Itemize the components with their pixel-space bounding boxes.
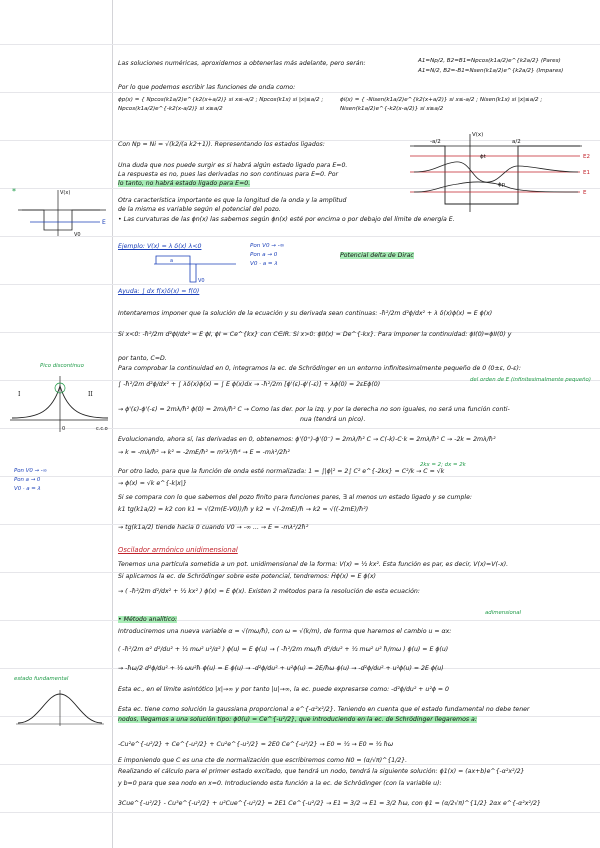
margin-vx-label: V(x) [60, 190, 71, 196]
fig-pp-label: ϕp [498, 182, 506, 188]
text-line: Realizando el cálculo para el primer estado excitado, que tendrá un nodo, tendrá la siguiente solución: ϕ1(x) = (ax+b)e^{-α²x²/2} [118, 768, 525, 775]
text-line: Introduciremos una nueva variable α = √(mω/ħ), con ω = √(k/m), de forma que haremos el cambio u = αx: [118, 628, 452, 635]
text-line: Con Np = Ni = √(k2/(a k2+1)). Representando los estados ligados: [118, 141, 325, 148]
text-line: de la misma es variable según el potencial del pozo. [118, 206, 281, 213]
text-line: Tenemos una partícula sometida a un pot. unidimensional de la forma: V(x) = ½ kx². Esta función es par, es decir, V(x)=V(-x). [118, 561, 509, 568]
text-line: Las soluciones numéricas, aproxidemos a obtenerlas más adelante, pero serán: [118, 60, 366, 67]
text-line: → ( -ħ²/2m d²/dx² + ½ kx² ) ϕ(x) = E ϕ(x). Existen 2 métodos para la resolución de esta ecuación: [118, 588, 420, 595]
fig-ma2-label: -a/2 [430, 139, 441, 145]
margin-limit: Pon a → 0 [14, 477, 41, 483]
k2-note: 2kx = 2; dx = 2k [420, 462, 466, 468]
text-line: Evolucionando, ahora sí, las derivadas en 0, obtenemos: ϕ'(0⁺)-ϕ'(0⁻) = 2mλ/ħ² C → C(-k)-C·k = 2mλ/ħ² C → -2k = 2mλ/ħ² [118, 436, 496, 443]
text-line [118, 449, 290, 457]
axis-label: c.c.o [96, 426, 108, 432]
fundamental-note: estado fundamental [14, 676, 69, 682]
fig-vx-label: V(x) [472, 132, 484, 138]
text-line: nua (tendrá un pico). [300, 416, 366, 423]
method-title: • Método analítico: [118, 616, 178, 623]
region-ii-label: II [88, 391, 93, 398]
ruled-line [0, 284, 600, 285]
ruled-line [0, 92, 600, 93]
text-line: E imponiendo que C es una cte de normalización que escribiremos como N0 = (α/√π)^{1/2}. [118, 757, 408, 764]
text-line: → ϕ(x) = √k e^{-k|x|} [118, 480, 187, 487]
text-line: Si x<0: -ħ²/2m d²ϕI/dx² = E ϕI, ϕI = Ce^{kx} con C∈IR. Si x>0: ϕII(x) = De^{-kx}. Para imponer la continuidad: ϕI(0)=ϕII(0) y [118, 331, 512, 338]
text-line: → -ħω/2 d²ϕ/du² + ½ ωu²ħ ϕ(u) = E ϕ(u) → -d²ϕ/du² + u²ϕ(u) = 2E/ħω ϕ(u) → -d²ϕ/du² + u²ϕ(u) = 2E ϕ(u) [118, 665, 444, 672]
ruled-line [0, 620, 600, 621]
text-line: Esta ec. tiene como solución la gaussiana proporcional a e^{-α²x²/2}. Teniendo en cuenta que el estado fundamental no debe tener [118, 706, 530, 713]
star-icon: * [12, 187, 16, 196]
order-note: del orden de E (infinitesimalmente pequeño) [470, 377, 591, 383]
finite-well-figure [400, 128, 590, 214]
text-line: → ϕ'(ε)-ϕ'(-ε) = 2mλ/ħ² ϕ(0) = 2mλ/ħ² C → Como las der. por la izq. y por la derecha no son iguales, no será una función conti- [118, 406, 510, 413]
text-line [118, 243, 201, 251]
fig-eps-label: E [583, 190, 587, 196]
delta-dirac-title: Potencial delta de Dirac [340, 252, 414, 259]
section-title [118, 546, 238, 554]
text-line: Si aplicamos la ec. de Schrödinger sobre este potencial, tendremos: Ĥϕ(x) = E ϕ(x) [118, 573, 376, 580]
fig-a2-label: a/2 [512, 139, 521, 145]
highlight-nodos: nodos, llegamos a una solución tipo: ϕ0(u) = Ce^{-u²/2}, que introduciendo en la ec. de Schrödinger llegaremos a: [118, 716, 477, 723]
limit-note: V0 · a = λ [250, 261, 278, 267]
text-line: • Las curvaturas de las ϕn(x) las sabemos según ϕn(x) esté por encima o por debajo del límite de energía E. [118, 216, 455, 223]
text-line: Esta ec., en el límite asintótico |x|→∞ y por tanto |u|→∞, la ec. puede expresarse como: -d²ϕ/du² + u²ϕ = 0 [118, 686, 449, 693]
text-line [118, 616, 177, 624]
example-label: Ejemplo: V(x) = λ δ(x) λ<0 [118, 243, 202, 250]
text-line: Si se compara con lo que sabemos del pozo finito para funciones pares, ∃ al menos un estado ligado y se cumple: [118, 494, 472, 501]
limit-note: Pon V0 → -∞ [250, 243, 285, 249]
margin-e-label: E [102, 219, 106, 226]
oscillator-title: Oscilador armónico unidimensional [118, 546, 238, 554]
margin-limit: V0 · a = λ [14, 486, 41, 492]
fig-pt-label: ϕt [480, 154, 486, 160]
help-label: Ayuda: ∫ dx f(x)δ(x) = f(0) [118, 288, 200, 295]
section-tag [340, 252, 414, 260]
text-line: -Cu²e^{-u²/2} + Ce^{-u²/2} + Cu²e^{-u²/2} = 2E0 Ce^{-u²/2} → E0 = ½ → E0 = ½ ħω [118, 741, 394, 748]
delta-v0-label: V0 [198, 278, 205, 284]
margin-well-sketch [10, 186, 110, 244]
text-line [118, 180, 250, 188]
result-line: → k = -mλ/ħ² → k² = -2mE/ħ² = m²λ²/ħ⁴ → E = -mλ²/2ħ² [118, 449, 290, 456]
text-line: Por otro lado, para que la función de onda esté normalizada: 1 = ∫|ϕ|² = 2∫ C² e^{-2kx} = C²/k → C = √k [118, 468, 445, 475]
ruled-line [0, 44, 600, 45]
text-line [118, 288, 199, 296]
text-line: Otra característica importante es que la longitud de la onda y la amplitud [118, 197, 347, 204]
text-line: k1 tg(k1a/2) = k2 con k1 = √(2m(E-V0))/ħ y k2 = √(-2mE)/ħ → k2 = √((-2mE)/ħ²) [118, 506, 369, 513]
text-line: A1=N/2, B2=-B1=Nsen(k1a/2)e^{k2a/2} (Impares) [418, 68, 564, 74]
delta-well-sketch [150, 252, 240, 288]
ruled-line [0, 476, 600, 477]
text-line: y b=0 para que sea nodo en x=0. Introduciendo esta función a la ec. de Schrödinger (con la variable u): [118, 780, 442, 787]
text-line: Por lo que podemos escribir las funciones de onda como: [118, 84, 296, 91]
highlight-no-ligado: lo tanto, no habrá estado ligado para E=0. [118, 180, 251, 187]
adimensional-note: adimensional [485, 610, 522, 616]
text-line: Una duda que nos puede surgir es si habrá algún estado ligado para E=0. [118, 162, 348, 169]
text-line: 3Cue^{-u²/2} - Cu³e^{-u²/2} + u²Cue^{-u²/2} = 2E1 Ce^{-u²/2} → E1 = 3/2 → E1 = 3/2 ħω, con ϕ1 = (α/2√π)^{1/2} 2αx e^{-α²x²/2} [118, 800, 541, 807]
delta-a-label: a [170, 258, 174, 264]
phi-i-definition [340, 96, 580, 114]
margin-line [112, 0, 113, 848]
phi-p-definition [118, 96, 338, 114]
text-line: ∫ -ħ²/2m d²ϕ/dx² + ∫ λδ(x)ϕ(x) = ∫ E ϕ(x)dx → -ħ²/2m [ϕ'(ε)-ϕ'(-ε)] + λϕ(0) = 2εEϕ(0) [118, 381, 381, 388]
margin-v0-label: V0 [74, 232, 81, 238]
phi-p-text: ϕp(x) = { Npcos(k1a/2)e^{k2(x+a/2)} si x≤-a/2 ; Npcos(k1x) si |x|≤a/2 ; Npcos(k1a/2)e^{-k2(x-a/2)} si x≥a/2 [118, 97, 324, 112]
text-line: ( -ħ²/2m α² d²/du² + ½ mω² u²/α² ) ϕ(u) = E ϕ(u) → ( -ħ²/2m mω/ħ d²/du² + ½ mω² u² ħ/mω ) ϕ(u) = E ϕ(u) [118, 646, 449, 653]
gaussian-sketch [14, 688, 106, 728]
text-line: por tanto, C=D. [118, 355, 167, 362]
text-line: Para comprobar la continuidad en 0, integramos la ec. de Schrödinger en un entorno infinitesimalmente pequeño de 0 (0±ε, 0-ε): [118, 365, 521, 372]
region-i-label: I [18, 391, 21, 398]
fig-e1-label: E1 [583, 170, 590, 176]
result-line: → tg(k1a/2) tiende hacia 0 cuando V0 → -∞ ... → E = -mλ²/2ħ² [118, 524, 309, 531]
delta-cusp-sketch [8, 372, 112, 436]
text-line: Intentaremos imponer que la solución de la ecuación y su derivada sean continuas: -ħ²/2m d²ϕ/dx² + λ δ(x)ϕ(x) = E ϕ(x) [118, 310, 493, 317]
text-line [118, 524, 308, 532]
origin-label: 0 [62, 426, 66, 432]
text-line [118, 716, 477, 724]
phi-i-text: ϕi(x) = { -Nisen(k1a/2)e^{k2(x+a/2)} si x≤-a/2 ; Nisen(k1x) si |x|≤a/2 ; Nisen(k1a/2)e^{-k2(x-a/2)} si x≥a/2 [340, 97, 543, 112]
fig-e2-label: E2 [583, 154, 590, 160]
limit-note: Pon a → 0 [250, 252, 278, 258]
text-line: A1=Np/2, B2=B1=Npcos(k1a/2)e^{k2a/2} (Pares) [418, 58, 561, 64]
text-line: La respuesta es no, pues las derivadas no son continuas para E=0. Por [118, 171, 339, 178]
ruled-line [0, 812, 600, 813]
margin-limit: Pon V0 → -∞ [14, 468, 48, 474]
pico-note: Pico discontinuo [40, 363, 84, 369]
